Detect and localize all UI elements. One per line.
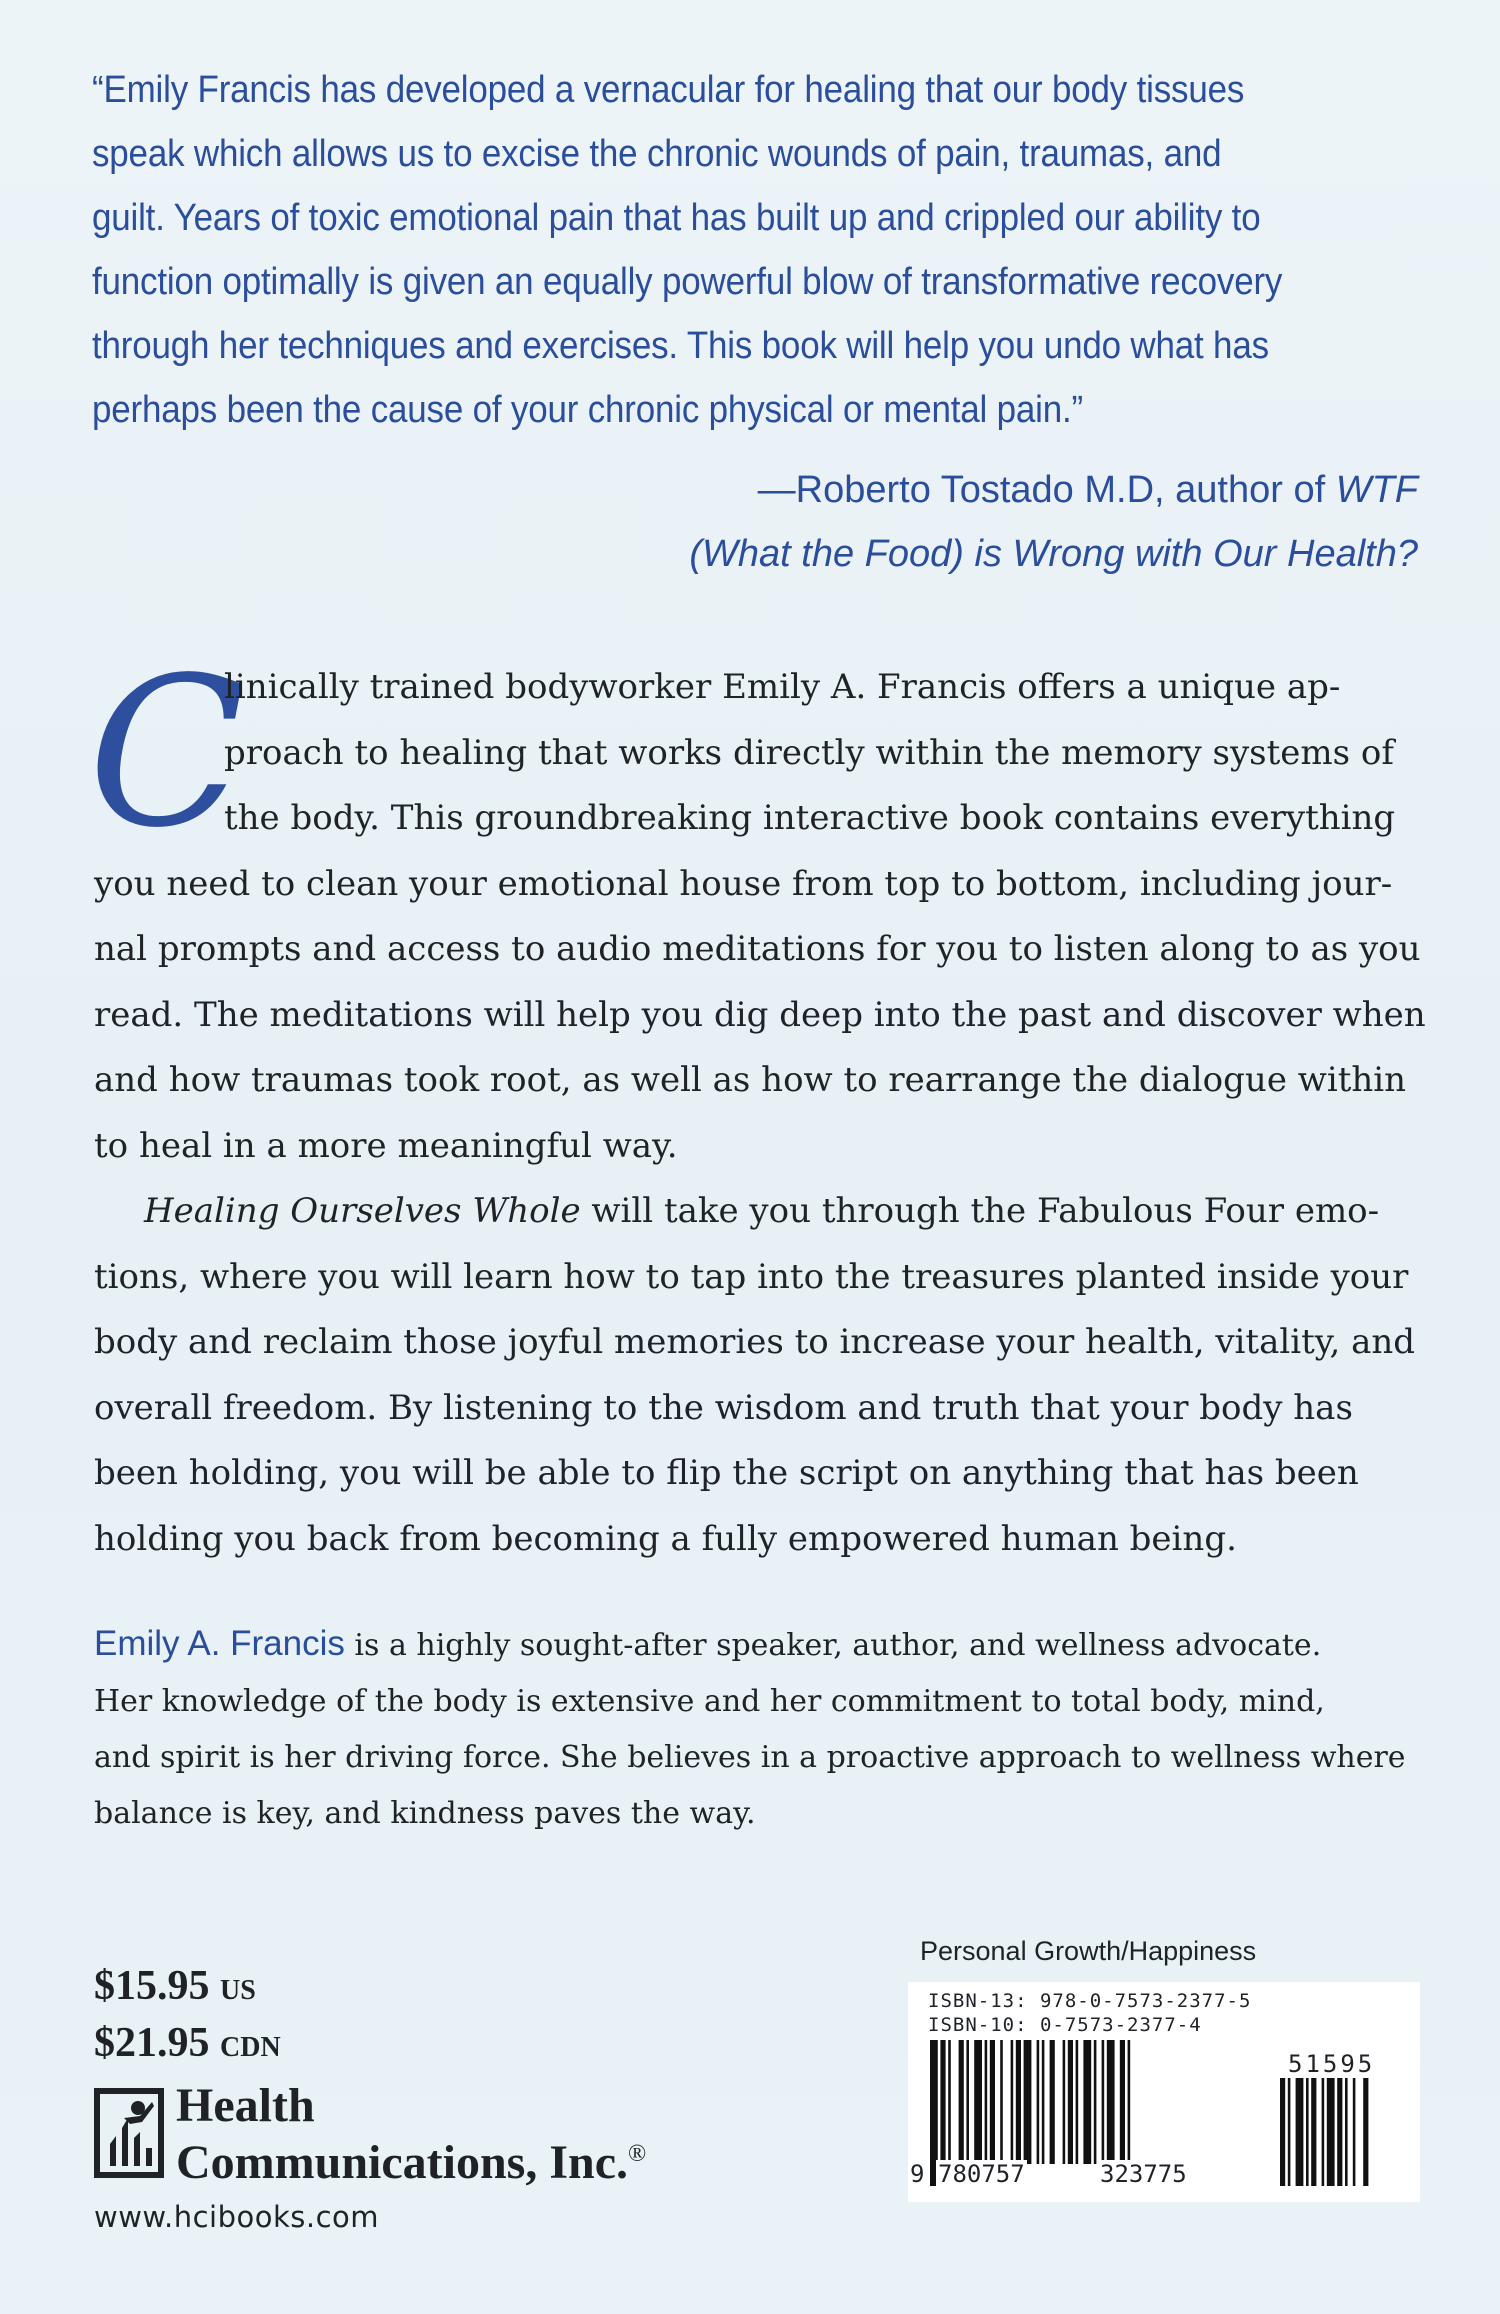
- barcode-left-digits: 780757: [938, 2160, 1025, 2188]
- price-block: [94, 1960, 281, 2074]
- description-line: holding you back from becoming a fully empowered human being.: [94, 1518, 1237, 1559]
- barcode-addon-bar: [1280, 2078, 1285, 2186]
- quote-line: guilt. Years of toxic emotional pain that has built up and crippled our ability to: [92, 197, 1261, 239]
- hci-figure-icon: [94, 2088, 164, 2178]
- description-line: nal prompts and access to audio meditations for you to listen along to as you: [94, 929, 1421, 969]
- barcode-bar: [948, 2040, 951, 2164]
- barcode-panel: [908, 1982, 1420, 2202]
- addon-code: 51595: [1288, 2050, 1376, 2078]
- description-line: proach to healing that works directly within the memory systems of: [224, 732, 1394, 773]
- bio-line: Her knowledge of the body is extensive and her commitment to total body, mind,: [94, 1684, 1325, 1719]
- attribution-author: —Roberto Tostado M.D, author of: [757, 469, 1336, 511]
- price-cdn-label: CDN: [220, 2032, 281, 2063]
- barcode-bar: [1011, 2040, 1014, 2164]
- registered-mark: ®: [628, 2141, 647, 2167]
- description-line: overall freedom. By listening to the wisdom and truth that your body has: [94, 1387, 1353, 1428]
- barcode-bar: [1107, 2040, 1115, 2164]
- quote-line: perhaps been the cause of your chronic physical or mental pain.”: [92, 389, 1083, 431]
- bio-line: and spirit is her driving force. She believes in a proactive approach to wellness where: [94, 1740, 1406, 1775]
- isbn-10: ISBN-10: 0-7573-2377-4: [928, 2014, 1202, 2036]
- bio-text: is a highly sought-after speaker, author, and wellness advocate.: [344, 1628, 1322, 1663]
- barcode-bar: [1042, 2040, 1045, 2164]
- price-us: [94, 1960, 281, 2017]
- barcode-bar: [1016, 2040, 1021, 2164]
- barcode-right-digits: 323775: [1100, 2160, 1187, 2188]
- endorsement-quote: [92, 58, 1306, 442]
- price-cdn-value: $21.95: [94, 2020, 210, 2066]
- barcode-addon-bars: [1280, 2078, 1368, 2186]
- description-line: [94, 1179, 1414, 1245]
- description-line: tions, where you will learn how to tap into the treasures planted inside your: [94, 1256, 1409, 1297]
- attribution-book-title-cont: (What the Food) is Wrong with Our Health?: [689, 533, 1418, 575]
- publisher-url: www.hcibooks.com: [94, 2200, 380, 2234]
- barcode-bar: [1068, 2040, 1073, 2164]
- description-line: to heal in a more meaningful way.: [94, 1125, 678, 1166]
- attribution-book-title: WTF: [1335, 469, 1418, 511]
- bio-line: [94, 1616, 1424, 1674]
- barcode-bar: [1083, 2040, 1091, 2164]
- barcode-bar: [1063, 2040, 1066, 2164]
- price-us-value: $15.95: [94, 1963, 210, 2009]
- isbn-13: ISBN-13: 978-0-7573-2377-5: [928, 1990, 1252, 2012]
- barcode-addon-bar: [1353, 2078, 1356, 2186]
- bio-line: balance is key, and kindness paves the way.: [94, 1796, 756, 1831]
- barcode-bar: [1094, 2040, 1097, 2164]
- barcode-bar: [1120, 2040, 1125, 2164]
- publisher-name-line-1: Health: [176, 2079, 315, 2132]
- description-line: been holding, you will be able to flip the script on anything that has been: [94, 1453, 1359, 1493]
- barcode-addon-bar: [1288, 2078, 1291, 2186]
- description-text: will take you through the Fabulous Four emo-: [580, 1191, 1380, 1231]
- quote-line: function optimally is given an equally powerful blow of transformative recovery: [92, 261, 1283, 303]
- barcode-addon-bar: [1296, 2078, 1304, 2186]
- price-cdn: [94, 2017, 281, 2074]
- drop-cap: C: [88, 633, 246, 873]
- quote-line: through her techniques and exercises. This book will help you undo what has: [92, 325, 1269, 367]
- barcode-addon-bar: [1345, 2078, 1348, 2186]
- barcode-bar: [985, 2040, 988, 2164]
- barcode-addon-bar: [1337, 2078, 1342, 2186]
- barcode-bar: [1076, 2040, 1079, 2164]
- publisher-name-text: Communications, Inc.: [176, 2136, 629, 2189]
- barcode-addon-bar: [1306, 2078, 1309, 2186]
- barcode-bar: [1024, 2040, 1032, 2164]
- quote-line: “Emily Francis has developed a vernacular for healing that our body tissues: [92, 69, 1245, 111]
- barcode-addon-bar: [1327, 2078, 1335, 2186]
- attribution-line-1: [689, 458, 1418, 522]
- description-line: the body. This groundbreaking interactive book contains everything: [224, 798, 1396, 838]
- barcode-addon-bar: [1311, 2078, 1316, 2186]
- barcode-addon-bar: [1363, 2078, 1368, 2186]
- publisher-name-line-2: [176, 2130, 646, 2187]
- barcode-bar: [959, 2040, 964, 2164]
- publisher-logo: [94, 2079, 714, 2189]
- barcode-bar: [966, 2040, 969, 2164]
- barcode-bar: [1050, 2040, 1055, 2164]
- description-line: you need to clean your emotional house from top to bottom, including jour-: [94, 863, 1393, 904]
- quote-line: speak which allows us to excise the chronic wounds of pain, traumas, and: [92, 133, 1222, 175]
- attribution-line-2: [689, 522, 1418, 586]
- price-us-label: US: [220, 1975, 256, 2006]
- book-category: Personal Growth/Happiness: [920, 1936, 1257, 1966]
- description-line: read. The meditations will help you dig deep into the past and discover when: [94, 994, 1426, 1035]
- barcode-bar: [974, 2040, 982, 2164]
- description-line: and how traumas took root, as well as how to rearrange the dialogue within: [94, 1060, 1407, 1100]
- description-line: body and reclaim those joyful memories to increase your health, vitality, and: [94, 1322, 1416, 1362]
- barcode-bar: [1102, 2040, 1105, 2164]
- barcode-bar: [1000, 2040, 1003, 2164]
- book-description: [94, 655, 1426, 1572]
- quote-attribution: [689, 458, 1418, 586]
- barcode-bar: [1037, 2040, 1040, 2164]
- barcode-lead-digit: 9: [910, 2160, 925, 2188]
- author-bio: [94, 1616, 1424, 1842]
- book-title-italic: Healing Ourselves Whole: [144, 1191, 581, 1231]
- barcode-bar: [990, 2040, 995, 2164]
- description-line: linically trained bodyworker Emily A. Francis offers a unique ap-: [224, 667, 1341, 707]
- barcode-addon-bar: [1322, 2078, 1325, 2186]
- author-name: Emily A. Francis: [94, 1624, 345, 1663]
- publisher-name: [176, 2079, 647, 2189]
